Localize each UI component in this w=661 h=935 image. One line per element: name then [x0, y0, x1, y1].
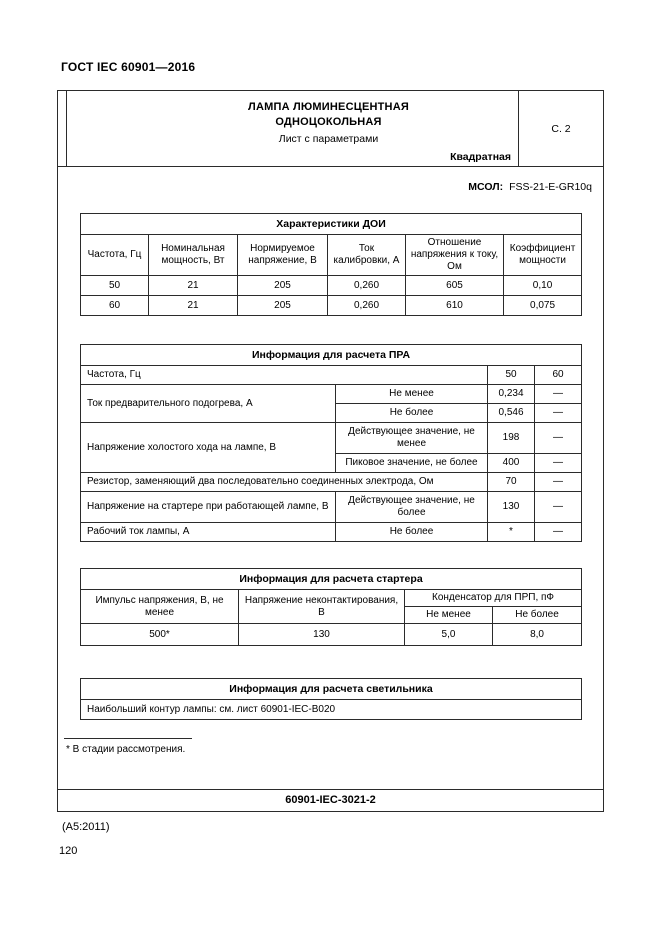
sheet-subtitle: Лист с параметрами: [278, 133, 379, 145]
condition-cell: Не менее: [336, 385, 488, 404]
table-row: [81, 624, 582, 646]
sheet-header: [58, 91, 603, 167]
table-title-row: [81, 679, 582, 700]
table-header-row: [81, 590, 582, 607]
lamp-title-line1: ЛАМПА ЛЮМИНЕСЦЕНТНАЯ: [248, 101, 409, 113]
footnote-text: * В стадии рассмотрения.: [66, 744, 186, 755]
column-header: Отношение напряжения к току, Ом: [406, 235, 504, 276]
cell: *: [488, 523, 535, 542]
cell: 50: [81, 276, 149, 296]
cell: —: [535, 492, 582, 523]
cell: 205: [238, 296, 328, 316]
cell: 21: [149, 276, 238, 296]
table-row: [81, 366, 582, 385]
table-row: [81, 700, 582, 720]
lamp-shape-label: Квадратная: [450, 151, 511, 163]
cell: 205: [238, 276, 328, 296]
cell: 0,075: [504, 296, 582, 316]
page-ref: С. 2: [551, 122, 571, 135]
row-label: Частота, Гц: [81, 366, 488, 385]
cell: 500*: [81, 624, 239, 646]
table-row: [81, 385, 582, 404]
column-header: Импульс напряжения, В, не менее: [81, 590, 239, 624]
mcol-value: FSS-21-E-GR10q: [509, 181, 592, 193]
mcol-label: МСОЛ:: [468, 181, 504, 193]
cell: 50: [488, 366, 535, 385]
lamp-title-line2: ОДНОЦОКОЛЬНАЯ: [275, 116, 382, 128]
table-title: Характеристики ДОИ: [81, 214, 582, 235]
condition-cell: Не более: [336, 523, 488, 542]
page-number: 120: [59, 845, 78, 857]
cell: 5,0: [405, 624, 493, 646]
table-title-row: [81, 214, 582, 235]
table-title-row: [81, 569, 582, 590]
column-header: Ток калибровки, А: [328, 235, 406, 276]
cell: —: [535, 454, 582, 473]
cell: 8,0: [493, 624, 582, 646]
table-row: [81, 473, 582, 492]
cell: 0,260: [328, 276, 406, 296]
cell: 400: [488, 454, 535, 473]
cell: 130: [488, 492, 535, 523]
cell: —: [535, 473, 582, 492]
edition-note: (А5:2011): [62, 821, 110, 833]
cell: 198: [488, 423, 535, 454]
row-label: Рабочий ток лампы, А: [81, 523, 336, 542]
table-row: [81, 492, 582, 523]
cell: 60: [535, 366, 582, 385]
row-label: Напряжение на стартере при работающей лампе, В: [81, 492, 336, 523]
cell: —: [535, 523, 582, 542]
table-title: Информация для расчета стартера: [81, 569, 582, 590]
cell: —: [535, 404, 582, 423]
column-header: Напряжение неконтактирования, В: [239, 590, 405, 624]
cell: Наибольший контур лампы: см. лист 60901-IEC-B020: [81, 700, 582, 720]
column-header: Коэффициент мощности: [504, 235, 582, 276]
footnote-rule: [64, 738, 192, 739]
column-header: Частота, Гц: [81, 235, 149, 276]
table-row: [81, 296, 582, 316]
column-header: Нормируемое напряжение, В: [238, 235, 328, 276]
table-row: [81, 276, 582, 296]
cell: 610: [406, 296, 504, 316]
cell: 0,546: [488, 404, 535, 423]
parameter-sheet: [57, 90, 604, 812]
cell: 0,260: [328, 296, 406, 316]
cell: 60: [81, 296, 149, 316]
cell: —: [535, 385, 582, 404]
header-left-margin-cell: [58, 91, 67, 166]
ballast-info-table: [80, 344, 582, 542]
doi-characteristics-table: [80, 213, 582, 316]
standard-designation: ГОСТ IEC 60901—2016: [61, 60, 196, 74]
cell: 130: [239, 624, 405, 646]
cell: 0,234: [488, 385, 535, 404]
cell: 0,10: [504, 276, 582, 296]
column-header: Номинальная мощность, Вт: [149, 235, 238, 276]
footnote: [64, 738, 603, 755]
column-subheader: Не менее: [405, 607, 493, 624]
table-header-row: [81, 235, 582, 276]
table-row: [81, 423, 582, 454]
header-title-cell: [67, 91, 518, 166]
cell: —: [535, 423, 582, 454]
luminaire-info-table: [80, 678, 582, 720]
starter-info-table: [80, 568, 582, 646]
table-row: [81, 523, 582, 542]
condition-cell: Действующее значение, не менее: [336, 423, 488, 454]
row-label: Резистор, заменяющий два последовательно соединенных электрода, Ом: [81, 473, 488, 492]
page-ref-cell: [518, 91, 603, 166]
condition-cell: Действующее значение, не более: [336, 492, 488, 523]
condition-cell: Пиковое значение, не более: [336, 454, 488, 473]
row-label: Ток предварительного подогрева, А: [81, 385, 336, 423]
cell: 605: [406, 276, 504, 296]
row-label: Напряжение холостого хода на лампе, В: [81, 423, 336, 473]
sheet-number: 60901-IEC-3021-2: [58, 789, 603, 811]
column-header: Конденсатор для ПРП, пФ: [405, 590, 582, 607]
table-title: Информация для расчета светильника: [81, 679, 582, 700]
column-subheader: Не более: [493, 607, 582, 624]
condition-cell: Не более: [336, 404, 488, 423]
cell: 21: [149, 296, 238, 316]
table-title: Информация для расчета ПРА: [81, 345, 582, 366]
cell: 70: [488, 473, 535, 492]
table-title-row: [81, 345, 582, 366]
mcol-line: [58, 181, 603, 195]
